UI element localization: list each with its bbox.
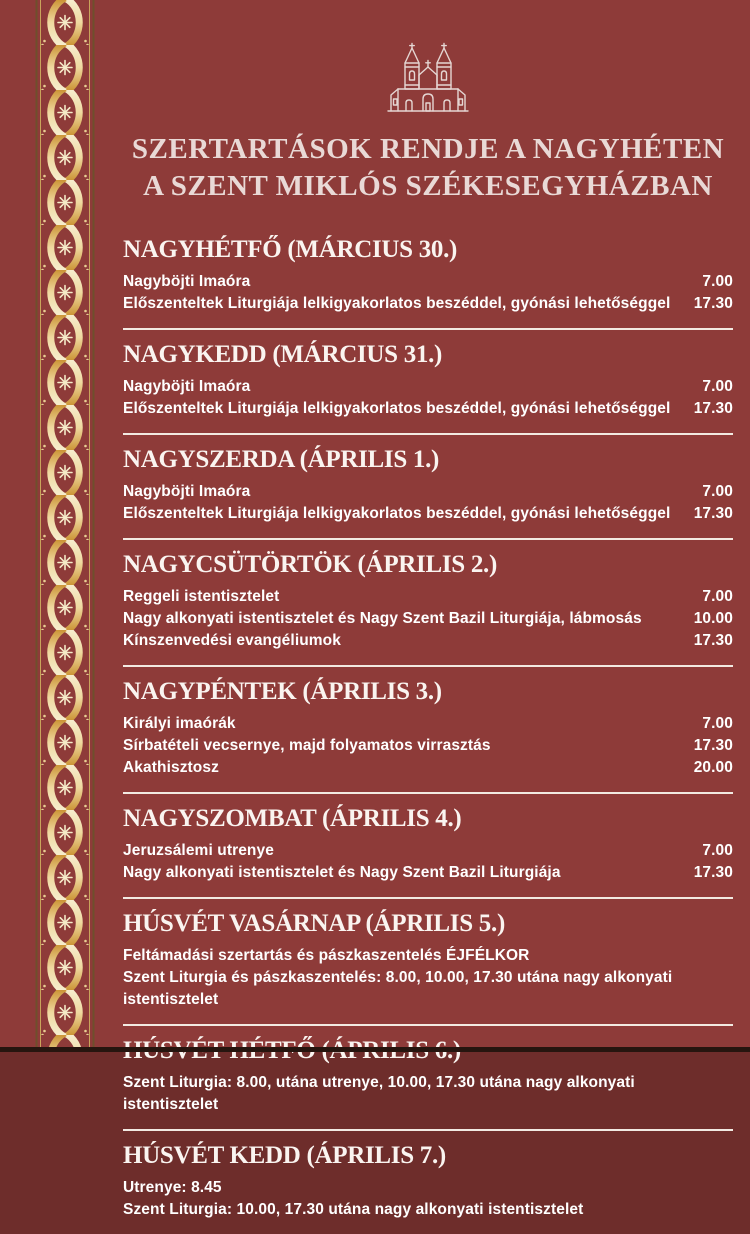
- section-items: [123, 586, 733, 652]
- service-name: Nagy alkonyati istentisztelet és Nagy Szent Bazil Liturgiája: [123, 864, 561, 881]
- schedule-section: [123, 1024, 733, 1129]
- church-icon: [386, 41, 470, 115]
- service-time: 7.00: [702, 715, 733, 732]
- service-name: Akathisztosz: [123, 759, 219, 776]
- schedule-section: [123, 1129, 733, 1234]
- schedule-item-row: [123, 967, 733, 1011]
- service-time: 7.00: [702, 378, 733, 395]
- service-time: 10.00: [693, 610, 733, 627]
- service-time: 7.00: [702, 483, 733, 500]
- service-time: 7.00: [702, 273, 733, 290]
- schedule-section: [123, 225, 733, 328]
- poster-title-line2: A SZENT MIKLÓS SZÉKESEGYHÁZBAN: [143, 170, 713, 202]
- service-time: 17.30: [693, 295, 733, 312]
- ornamental-border-icon: [35, 0, 95, 1052]
- bottom-edge-rule: [0, 1047, 750, 1052]
- schedule-section: [123, 897, 733, 1024]
- schedule-item-row: [123, 293, 733, 315]
- section-heading: NAGYCSÜTÖRTÖK (ÁPRILIS 2.): [123, 551, 497, 578]
- section-heading: NAGYSZOMBAT (ÁPRILIS 4.): [123, 805, 462, 832]
- schedule-item-row: [123, 271, 733, 293]
- service-name: Nagy alkonyati istentisztelet és Nagy Szent Bazil Liturgiája, lábmosás: [123, 610, 642, 627]
- service-name: Szent Liturgia és pászkaszentelés: 8.00, 10.00, 17.30 utána nagy alkonyati istentisztelet: [123, 969, 673, 1008]
- section-items: [123, 840, 733, 884]
- schedule-section: [123, 538, 733, 665]
- section-items: [123, 271, 733, 315]
- schedule-item-row: [123, 481, 733, 503]
- section-heading: HÚSVÉT KEDD (ÁPRILIS 7.): [123, 1142, 446, 1169]
- schedule-section: [123, 792, 733, 897]
- schedule-item-row: [123, 1199, 733, 1221]
- section-heading: NAGYKEDD (MÁRCIUS 31.): [123, 341, 443, 368]
- service-name: Előszenteltek Liturgiája lelkigyakorlatos beszéddel, gyónási lehetőséggel: [123, 505, 671, 522]
- service-time: 17.30: [693, 737, 733, 754]
- service-time: 17.30: [693, 632, 733, 649]
- section-items: [123, 713, 733, 779]
- schedule-item-row: [123, 1177, 733, 1199]
- section-heading: HÚSVÉT VASÁRNAP (ÁPRILIS 5.): [123, 910, 505, 937]
- section-items: [123, 1177, 733, 1221]
- service-name: Szent Liturgia: 10.00, 17.30 utána nagy alkonyati istentisztelet: [123, 1201, 584, 1218]
- service-name: Kínszenvedési evangéliumok: [123, 632, 341, 649]
- service-name: Szent Liturgia: 8.00, utána utrenye, 10.00, 17.30 utána nagy alkonyati istentisztelet: [123, 1074, 635, 1113]
- service-time: 7.00: [702, 588, 733, 605]
- section-heading: NAGYSZERDA (ÁPRILIS 1.): [123, 446, 440, 473]
- service-name: Nagyböjti Imaóra: [123, 483, 251, 500]
- schedule-item-row: [123, 608, 733, 630]
- service-name: Nagyböjti Imaóra: [123, 273, 251, 290]
- schedule-item-row: [123, 398, 733, 420]
- service-name: Nagyböjti Imaóra: [123, 378, 251, 395]
- schedule-item-row: [123, 1072, 733, 1116]
- section-heading: NAGYPÉNTEK (ÁPRILIS 3.): [123, 678, 442, 705]
- section-items: [123, 481, 733, 525]
- service-name: Reggeli istentisztelet: [123, 588, 280, 605]
- section-items: [123, 1072, 733, 1116]
- poster-title-line1: SZERTARTÁSOK RENDJE A NAGYHÉTEN: [131, 133, 725, 165]
- schedule-item-row: [123, 945, 733, 967]
- schedule-item-row: [123, 757, 733, 779]
- service-name: Előszenteltek Liturgiája lelkigyakorlatos beszéddel, gyónási lehetőséggel: [123, 400, 671, 417]
- schedule-item-row: [123, 840, 733, 862]
- section-heading: NAGYHÉTFŐ (MÁRCIUS 30.): [123, 236, 458, 263]
- section-items: [123, 376, 733, 420]
- schedule-section: [123, 433, 733, 538]
- service-name: Jeruzsálemi utrenye: [123, 842, 274, 859]
- poster-title: [123, 131, 733, 205]
- service-name: Előszenteltek Liturgiája lelkigyakorlatos beszéddel, gyónási lehetőséggel: [123, 295, 671, 312]
- service-time: 7.00: [702, 842, 733, 859]
- service-name: Királyi imaórák: [123, 715, 236, 732]
- schedule-item-row: [123, 630, 733, 652]
- service-time: 17.30: [693, 864, 733, 881]
- schedule-item-row: [123, 735, 733, 757]
- service-time: 17.30: [693, 505, 733, 522]
- schedule-section: [123, 328, 733, 433]
- service-time: 20.00: [693, 759, 733, 776]
- service-time: 17.30: [693, 400, 733, 417]
- section-items: [123, 945, 733, 1011]
- service-name: Utrenye: 8.45: [123, 1179, 222, 1196]
- schedule-item-row: [123, 713, 733, 735]
- schedule-sections: [123, 225, 733, 1234]
- service-name: Sírbatételi vecsernye, majd folyamatos virrasztás: [123, 737, 491, 754]
- schedule-item-row: [123, 586, 733, 608]
- schedule-item-row: [123, 376, 733, 398]
- service-name: Feltámadási szertartás és pászkaszentelés ÉJFÉLKOR: [123, 947, 530, 964]
- schedule-section: [123, 665, 733, 792]
- schedule-item-row: [123, 862, 733, 884]
- schedule-item-row: [123, 503, 733, 525]
